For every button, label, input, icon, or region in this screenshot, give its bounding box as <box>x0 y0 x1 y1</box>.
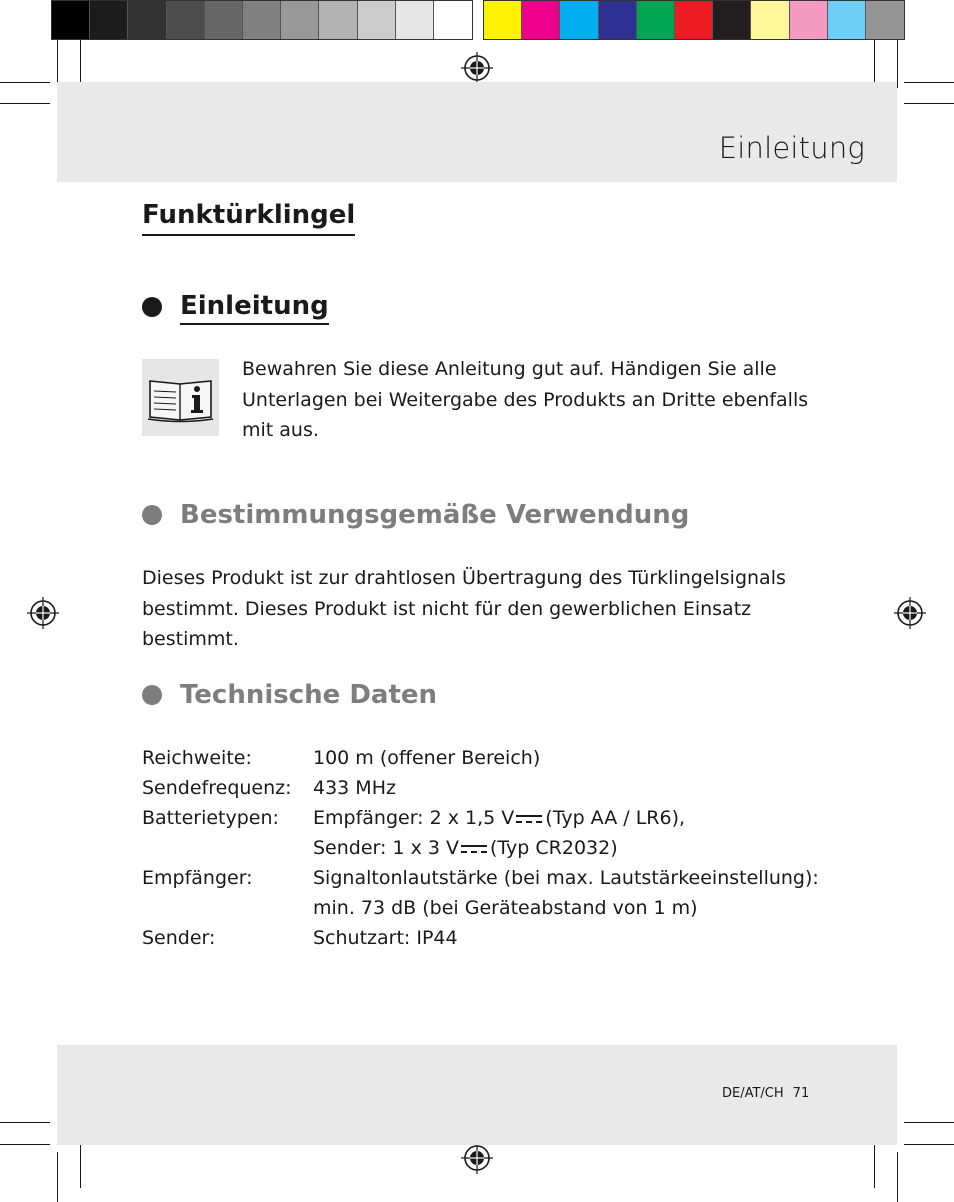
crop-mark <box>0 1122 50 1123</box>
crop-mark <box>904 103 954 104</box>
process-color-bar <box>483 0 905 40</box>
crop-mark <box>0 82 50 83</box>
info-book-icon <box>142 359 219 436</box>
section-heading-text: Technische Daten <box>180 680 438 710</box>
process-swatch <box>599 1 637 39</box>
grayscale-swatch <box>205 1 243 39</box>
grayscale-swatch <box>396 1 434 39</box>
spec-label: Empfänger: <box>142 867 253 889</box>
process-swatch <box>522 1 560 39</box>
crop-mark <box>904 1144 954 1145</box>
crop-mark <box>897 40 898 88</box>
registration-mark-icon <box>894 597 926 629</box>
spec-value: 433 MHz <box>313 777 396 799</box>
registration-mark-icon <box>461 52 493 84</box>
grayscale-swatch <box>319 1 357 39</box>
spec-value: Schutzart: IP44 <box>313 927 458 949</box>
process-swatch <box>790 1 828 39</box>
page-footer <box>722 1086 809 1101</box>
crop-mark <box>80 40 81 88</box>
process-swatch <box>713 1 751 39</box>
spec-label: Sendefrequenz: <box>142 777 292 799</box>
bullet-icon <box>142 505 162 525</box>
registration-mark-icon <box>461 1142 493 1174</box>
spec-value: 100 m (offener Bereich) <box>313 747 541 769</box>
dc-symbol-icon <box>516 813 542 825</box>
page-header-title: Einleitung <box>718 131 865 165</box>
spec-value: Signaltonlautstärke (bei max. Lautstärkeeinstellung): <box>313 867 819 889</box>
bullet-icon <box>142 685 162 705</box>
process-swatch <box>484 1 522 39</box>
crop-mark <box>874 40 875 88</box>
crop-mark <box>0 103 50 104</box>
spec-value-part: (Typ CR2032) <box>490 837 618 859</box>
spec-value-part: Sender: 1 x 3 V <box>313 837 459 859</box>
process-swatch <box>560 1 598 39</box>
footer-locale: DE/AT/CH <box>722 1086 784 1101</box>
section-heading-specs <box>142 678 437 712</box>
grayscale-swatch <box>281 1 319 39</box>
crop-mark <box>874 1138 875 1188</box>
crop-mark <box>57 40 58 88</box>
dc-symbol-icon <box>461 843 487 855</box>
spec-value-part: Empfänger: 2 x 1,5 V <box>313 807 515 829</box>
process-swatch <box>675 1 713 39</box>
spec-label: Sender: <box>142 927 216 949</box>
crop-mark <box>57 1152 58 1202</box>
section-heading-text: Einleitung <box>180 289 329 325</box>
process-swatch <box>751 1 789 39</box>
bullet-icon <box>142 297 162 317</box>
document-title: Funktürklingel <box>142 198 355 236</box>
page-number: 71 <box>792 1086 810 1101</box>
section-heading-intro <box>142 289 329 325</box>
grayscale-swatch <box>128 1 166 39</box>
registration-mark-icon <box>27 597 59 629</box>
spec-label: Reichweite: <box>142 747 252 769</box>
grayscale-color-bar <box>51 0 473 40</box>
spec-label: Batterietypen: <box>142 807 279 829</box>
grayscale-swatch <box>243 1 281 39</box>
crop-mark <box>904 1122 954 1123</box>
crop-mark <box>0 1144 50 1145</box>
grayscale-swatch <box>52 1 90 39</box>
spec-value: min. 73 dB (bei Geräteabstand von 1 m) <box>313 897 698 919</box>
process-swatch <box>866 1 904 39</box>
spec-value-part: (Typ AA / LR6), <box>545 807 686 829</box>
process-swatch <box>637 1 675 39</box>
section-heading-usage <box>142 498 689 532</box>
grayscale-swatch <box>167 1 205 39</box>
process-swatch <box>828 1 866 39</box>
crop-mark <box>904 82 954 83</box>
grayscale-swatch <box>358 1 396 39</box>
spec-value <box>313 833 618 863</box>
spec-value <box>313 803 685 833</box>
section-heading-text: Bestimmungsgemäße Verwendung <box>180 500 690 530</box>
grayscale-swatch <box>90 1 128 39</box>
info-text: Bewahren Sie diese Anleitung gut auf. Händigen Sie alle Unterlagen bei Weitergabe des Produkts an Dritte ebenfalls mit aus. <box>242 358 809 441</box>
crop-mark <box>897 1152 898 1202</box>
grayscale-swatch <box>434 1 472 39</box>
usage-text: Dieses Produkt ist zur drahtlosen Übertragung des Türklingelsignals bestimmt. Dieses Produkt ist nicht für den gewerblichen Einsatz bestimmt. <box>142 567 786 650</box>
crop-mark <box>80 1138 81 1188</box>
